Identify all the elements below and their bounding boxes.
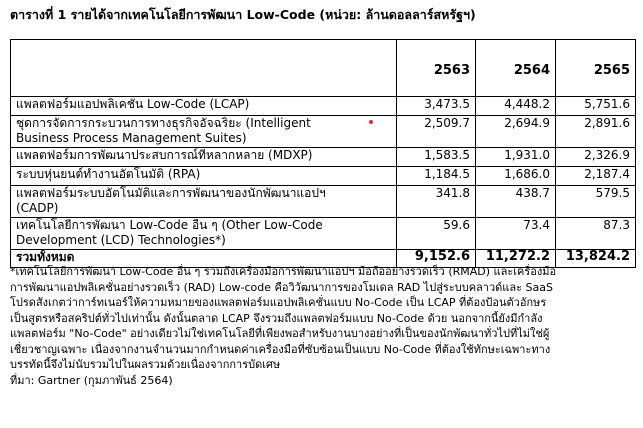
footnote-line: เป็นสูตรหรือสคริปต์ทั่วไปเท่านั้น ดังนั้นตลาด LCAP จึงรวมถึงแพลตฟอร์มแบบ No-Code ด้วย นอกจากนี้ยังมีกำลัง	[10, 311, 543, 325]
row-value: 1,583.5	[397, 148, 476, 167]
row-label: เทคโนโลยีการพัฒนา Low-Code อื่น ๆ (Other Low-Code Development (LCD) Technologies*)	[11, 218, 397, 250]
footnote	[10, 264, 635, 388]
total-value: 11,272.2	[476, 250, 556, 268]
row-value: 579.5	[556, 186, 636, 218]
table-row	[11, 218, 636, 250]
row-label: ระบบหุ่นยนต์ทำงานอัตโนมัติ (RPA)	[11, 167, 397, 186]
row-value: 2,187.4	[556, 167, 636, 186]
red-marker-dot	[369, 120, 373, 124]
footnote-line: โปรดสังเกตว่าการ์ทเนอร์ให้ความหมายของแพลตฟอร์มแอปพลิเคชั่นแบบ No-Code เป็น LCAP ที่ต้องป้อนตัวอักษร	[10, 296, 547, 309]
footnote-line: *เทคโนโลยีการพัฒนา Low-Code อื่น ๆ รวมถึงเครื่องมือการพัฒนาแอปฯ มือถืออย่างรวดเร็ว (RMAD) และเครื่องมือ	[10, 265, 557, 278]
source-note: ที่มา: Gartner (กุมภาพันธ์ 2564)	[10, 373, 173, 387]
header-year-2565: 2565	[556, 40, 636, 97]
total-value: 9,152.6	[397, 250, 476, 268]
row-value: 2,694.9	[476, 116, 556, 148]
row-label: แพลตฟอร์มการพัฒนาประสบการณ์ที่หลากหลาย (MDXP)	[11, 148, 397, 167]
table-row	[11, 186, 636, 218]
footnote-line: เชี่ยวชาญเฉพาะ เนื่องจากงานจำนวนมากกำหนดค่าเครื่องมือที่ซับซ้อนเป็นแบบ No-Code ที่ต้องใช้ทักษะเฉพาะทาง	[10, 342, 551, 356]
header-year-2563: 2563	[397, 40, 476, 97]
row-value: 87.3	[556, 218, 636, 250]
row-value: 2,891.6	[556, 116, 636, 148]
row-value: 2,326.9	[556, 148, 636, 167]
revenue-table	[10, 39, 636, 268]
header-empty-cell	[11, 40, 397, 97]
row-label: ชุดการจัดการกระบวนการทางธุรกิจอัจฉริยะ (Intelligent Business Process Management Suites)	[11, 116, 397, 148]
row-value: 1,686.0	[476, 167, 556, 186]
row-label: แพลตฟอร์มระบบอัตโนมัติและการพัฒนาของนักพัฒนาแอปฯ (CADP)	[11, 186, 397, 218]
row-value: 341.8	[397, 186, 476, 218]
row-value: 4,448.2	[476, 97, 556, 116]
row-value: 59.6	[397, 218, 476, 250]
total-value: 13,824.2	[556, 250, 636, 268]
row-label: แพลตฟอร์มแอปพลิเคชั่น Low-Code (LCAP)	[11, 97, 397, 116]
table-row	[11, 148, 636, 167]
footnote-line: การพัฒนาแอปพลิเคชั่นอย่างรวดเร็ว (RAD) Low-code คือวิวัฒนาการของโมเดล RAD ไปสู่ระบบคลาวด์และ SaaS	[10, 280, 553, 294]
row-value: 73.4	[476, 218, 556, 250]
row-value: 5,751.6	[556, 97, 636, 116]
footnote-line: บรรทัดนี้จึงไม่นับรวมไปในผลรวมด้วยเนื่องจากการบัดเศษ	[10, 358, 281, 371]
row-value: 2,509.7	[397, 116, 476, 148]
row-value: 1,931.0	[476, 148, 556, 167]
table-row	[11, 116, 636, 148]
header-year-2564: 2564	[476, 40, 556, 97]
table-title: ตารางที่ 1 รายได้จากเทคโนโลยีการพัฒนา Low-Code (หน่วย: ล้านดอลลาร์สหรัฐฯ)	[10, 7, 476, 22]
table-row	[11, 167, 636, 186]
table-header-row	[11, 40, 636, 97]
row-value: 438.7	[476, 186, 556, 218]
total-label: รวมทั้งหมด	[11, 250, 397, 268]
table-row	[11, 97, 636, 116]
row-value: 1,184.5	[397, 167, 476, 186]
footnote-line: แพลตฟอร์ม "No-Code" อย่างเดียวไม่ใช่เทคโนโลยีที่เพียงพอสำหรับงานบางอย่างที่เป็นของนักพัฒนาทั่วไปที่ไม่ใช่ผู้	[10, 327, 550, 340]
row-value: 3,473.5	[397, 97, 476, 116]
